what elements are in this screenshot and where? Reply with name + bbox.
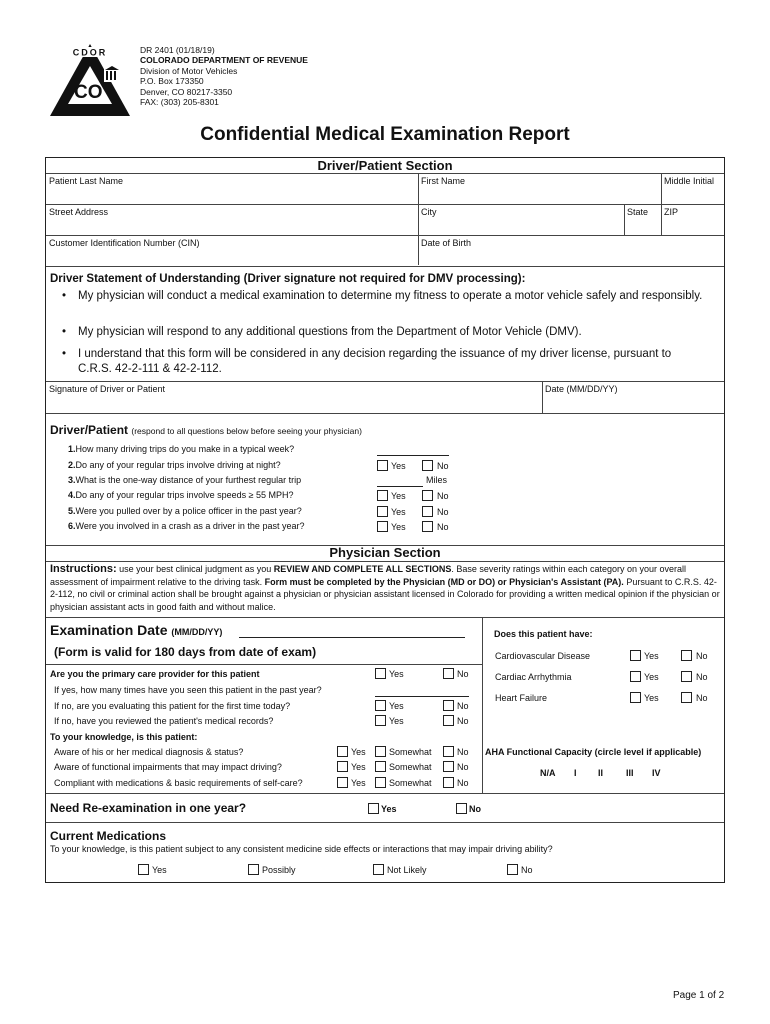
page-number: Page 1 of 2 [673, 990, 725, 1001]
yes-label: Yes [644, 651, 659, 661]
miles-label: Miles [426, 475, 448, 485]
cin-field[interactable]: Customer Identification Number (CIN) [49, 238, 200, 248]
cdor-logo [48, 42, 132, 118]
knowledge-item: Compliant with medications & basic requirements of self-care? [54, 778, 303, 788]
no-checkbox[interactable] [422, 521, 433, 532]
pcp-subquestion: If yes, how many times have you seen this patient in the past year? [54, 685, 322, 695]
statement-title: Driver Statement of Understanding (Driver signature not required for DMV processing): [50, 273, 526, 285]
aha-label: AHA Functional Capacity (circle level if applicable) [485, 747, 702, 757]
form-body: Driver/Patient Section Patient Last Name First Name Middle Initial Street Address City State ZIP Customer Identification Number (CIN) Date of Birth Driver Statement of Understanding (Driver signature not required for DMV processing): • My physician will conduct a medical examination to determine my fitness to operate a motor vehicle safely and responsibly. • My physician will respond to any additional questions from the Department of Motor Vehicle (DMV). • I understand that this form will be considered in any decision regarding the issuance of my driver license, pursuant to C.R.S. 42-2-111 & 42-2-112. Signature of Driver or Patient Date (MM/DD/YY) Driver/Patient (respond to all questions below before seeing your physician) 1.How many driving trips do you make in a typical week? 2.Do any of your regular trips involve driving at night? Yes No 3.What is the one-way distance of your furthest regular trip Miles 4.Do any of your regular trips involve speeds ≥ 55 MPH? Yes No 5.Were you pulled over by a police officer in the past year? Yes No 6.Were you involved in a crash as a driver in the past year? Yes No Physician Section Instructions: use your best clinical judgment as you REVIEW AND COMPLETE ALL SECTIONS. Base severity ratings within each category on your overall assessment of impairment relative to the driving task. Form must be completed by the Physician (MD or DO) or Physician's Assistant (PA). Pursuant to C.R.S. 42-2-112, no civil or criminal action shall be brought against a physician or physician assistant licensed in Colorado for providing a written medical opinion if the physician or physician assistant acts in good faith and without malice. Examination Date (MM/DD/YY) (Form is valid for 180 days from date of exam) Does this patient have: Cardiovascular Disease Yes No Cardiac Arrhythmia Yes No Heart Failure Yes No AHA Functional Capacity (circle level if applicable) N/A I II III IV Are you the primary care provider for this patient Yes No If yes, how many times have you seen this patient in the past year? If no, are you evaluating this patient for the first time today? Yes No If no, have you reviewed the patient's medical records? Yes No To your knowledge, is this patient: Aware of his or her medical diagnosis & status? Yes Somewhat No Aware of functional impairments that may impact driving? Yes Somewhat No Compliant with medications & basic requirements of self-care? Yes Somewhat No Need Re-examination in one year? Yes No Current Medications To your knowledge, is this patient subject to any consistent medicine side effects or interactions that may impair driving ability? Yes Possibly Not Likely No [45, 157, 725, 883]
meds-option-label: Yes [152, 865, 167, 875]
dob-field[interactable]: Date of Birth [421, 238, 472, 248]
no-checkbox[interactable] [422, 506, 433, 517]
reexam-no-label: No [469, 804, 481, 814]
condition-label: Cardiac Arrhythmia [495, 672, 572, 682]
first-name-field[interactable]: First Name [421, 176, 466, 186]
meds-question: To your knowledge, is this patient subject to any consistent medicine side effects or interactions that may impair driving ability? [50, 844, 553, 854]
agency-name: COLORADO DEPARTMENT OF REVENUE [140, 55, 308, 66]
meds-option-checkbox[interactable] [507, 864, 518, 875]
no-checkbox[interactable] [443, 777, 454, 788]
no-label: No [457, 716, 469, 726]
physician-section-title: Physician Section [329, 545, 441, 560]
condition-yes-checkbox[interactable] [630, 692, 641, 703]
somewhat-label: Somewhat [389, 747, 432, 757]
svg-text:CO: CO [74, 82, 103, 103]
statement-bullet-1: My physician will conduct a medical examination to determine my fitness to operate a motor vehicle safely and responsibly. [78, 290, 703, 302]
yes-label: Yes [644, 693, 659, 703]
valid-note: (Form is valid for 180 days from date of exam) [54, 645, 317, 659]
reexam-yes-checkbox[interactable] [368, 803, 379, 814]
meds-title: Current Medications [50, 829, 167, 843]
no-label: No [437, 491, 449, 501]
no-label: No [696, 672, 708, 682]
po-box: P.O. Box 173350 [140, 76, 204, 87]
pcp-subquestion: If no, are you evaluating this patient for the first time today? [54, 701, 291, 711]
condition-no-checkbox[interactable] [681, 692, 692, 703]
no-checkbox[interactable] [422, 490, 433, 501]
distance-input[interactable] [377, 486, 423, 487]
yes-checkbox[interactable] [377, 521, 388, 532]
city-line: Denver, CO 80217-3350 [140, 86, 233, 97]
no-checkbox[interactable] [443, 761, 454, 772]
yes-checkbox[interactable] [337, 777, 348, 788]
city-field[interactable]: City [421, 207, 437, 217]
question-row: 6.Were you involved in a crash as a driver in the past year? [68, 521, 305, 531]
fax-line: FAX: (303) 205-8301 [140, 97, 219, 108]
somewhat-checkbox[interactable] [375, 777, 386, 788]
yes-checkbox[interactable] [377, 490, 388, 501]
aha-level-option[interactable]: IV [652, 768, 661, 778]
condition-yes-checkbox[interactable] [630, 650, 641, 661]
aha-level-option[interactable]: I [574, 768, 577, 778]
yes-label: Yes [351, 747, 366, 757]
meds-option-label: Not Likely [387, 865, 427, 875]
condition-label: Heart Failure [495, 693, 548, 703]
aha-level-option[interactable]: N/A [540, 768, 556, 778]
meds-option-checkbox[interactable] [248, 864, 259, 875]
question-row: 4.Do any of your regular trips involve speeds ≥ 55 MPH? [68, 490, 294, 500]
statement-bullet-3: I understand that this form will be considered in any decision regarding the issuance of my driver license, pursuant to C.R.S. 42-2-111 & 42-2-112. [78, 348, 672, 375]
trips-per-week-input[interactable] [377, 455, 449, 456]
middle-initial-field[interactable]: Middle Initial [664, 176, 715, 186]
no-label: No [457, 747, 469, 757]
knowledge-item: Aware of functional impairments that may impact driving? [54, 762, 282, 772]
pcp-yes-checkbox[interactable] [375, 668, 386, 679]
yes-checkbox[interactable] [375, 715, 386, 726]
reexam-label: Need Re-examination in one year? [50, 801, 247, 815]
meds-option-checkbox[interactable] [373, 864, 384, 875]
reexam-no-checkbox[interactable] [456, 803, 467, 814]
question-row: 2.Do any of your regular trips involve driving at night? [68, 460, 281, 470]
does-patient-have-label: Does this patient have: [494, 629, 593, 639]
aha-level-option[interactable]: II [598, 768, 604, 778]
yes-label: Yes [391, 522, 406, 532]
yes-label: Yes [391, 461, 406, 471]
aha-level-option[interactable]: III [626, 768, 634, 778]
yes-label: Yes [351, 762, 366, 772]
no-label: No [437, 461, 449, 471]
yes-label: Yes [644, 672, 659, 682]
signature-field[interactable]: Signature of Driver or Patient [49, 384, 166, 394]
exam-date-label: Examination Date (MM/DD/YY) [50, 622, 223, 638]
driver-section-title: Driver/Patient Section [317, 158, 453, 173]
street-field[interactable]: Street Address [49, 207, 109, 217]
pcp-no-checkbox[interactable] [443, 668, 454, 679]
last-name-field[interactable]: Patient Last Name [49, 176, 124, 186]
questions-title: Driver/Patient (respond to all questions below before seeing your physician) [50, 423, 362, 437]
no-label: No [437, 507, 449, 517]
somewhat-checkbox[interactable] [375, 746, 386, 757]
knowledge-label: To your knowledge, is this patient: [50, 732, 198, 742]
no-checkbox[interactable] [422, 460, 433, 471]
form-title: Confidential Medical Examination Report [200, 124, 570, 145]
yes-label: Yes [351, 778, 366, 788]
form-number: DR 2401 (01/18/19) [140, 45, 215, 55]
state-field[interactable]: State [627, 207, 649, 217]
no-label: No [696, 651, 708, 661]
yes-label: Yes [389, 701, 404, 711]
yes-label: Yes [391, 507, 406, 517]
signature-date-field[interactable]: Date (MM/DD/YY) [545, 384, 618, 394]
svg-text:CDOR: CDOR [72, 47, 108, 58]
yes-label: Yes [389, 716, 404, 726]
agency-header [140, 45, 308, 107]
no-checkbox[interactable] [443, 746, 454, 757]
visits-count-input[interactable] [375, 696, 469, 697]
no-checkbox[interactable] [443, 715, 454, 726]
question-row: 5.Were you pulled over by a police officer in the past year? [68, 506, 302, 516]
meds-option-label: No [521, 865, 533, 875]
condition-no-checkbox[interactable] [681, 671, 692, 682]
meds-option-checkbox[interactable] [138, 864, 149, 875]
meds-option-label: Possibly [262, 865, 296, 875]
physician-instructions: Instructions: use your best clinical judgment as you REVIEW AND COMPLETE ALL SECTIONS. Base severity ratings within each category on your overall assessment of impairment relative to the driving task. Form must be completed by the Physician (MD or DO) or Physician's Assistant (PA). Pursuant to C.R.S. 42-2-112, no civil or criminal action shall be brought against a physician or physician assistant licensed in Colorado for providing a written medical opinion if the physician or physician assistant acts in good faith and without malice. [50, 563, 720, 612]
condition-label: Cardiovascular Disease [495, 651, 591, 661]
yes-checkbox[interactable] [337, 761, 348, 772]
pcp-question: Are you the primary care provider for this patient [50, 669, 260, 679]
exam-date-input[interactable] [239, 637, 465, 638]
yes-checkbox[interactable] [377, 460, 388, 471]
condition-no-checkbox[interactable] [681, 650, 692, 661]
no-label: No [457, 669, 469, 679]
yes-label: Yes [389, 669, 404, 679]
somewhat-checkbox[interactable] [375, 761, 386, 772]
no-label: No [457, 701, 469, 711]
yes-checkbox[interactable] [377, 506, 388, 517]
statement-bullet-2: My physician will respond to any additional questions from the Department of Motor Vehicle (DMV). [78, 326, 582, 338]
somewhat-label: Somewhat [389, 778, 432, 788]
no-label: No [437, 522, 449, 532]
question-row: 3.What is the one-way distance of your furthest regular trip [68, 475, 302, 485]
yes-checkbox[interactable] [337, 746, 348, 757]
question-row: 1.How many driving trips do you make in a typical week? [68, 444, 295, 454]
pcp-subquestion: If no, have you reviewed the patient's medical records? [54, 716, 274, 726]
knowledge-item: Aware of his or her medical diagnosis & status? [54, 747, 244, 757]
yes-checkbox[interactable] [375, 700, 386, 711]
no-label: No [457, 778, 469, 788]
yes-label: Yes [391, 491, 406, 501]
reexam-yes-label: Yes [381, 804, 397, 814]
division-name: Division of Motor Vehicles [140, 65, 238, 76]
no-checkbox[interactable] [443, 700, 454, 711]
somewhat-label: Somewhat [389, 762, 432, 772]
no-label: No [696, 693, 708, 703]
no-label: No [457, 762, 469, 772]
condition-yes-checkbox[interactable] [630, 671, 641, 682]
zip-field[interactable]: ZIP [664, 207, 679, 217]
